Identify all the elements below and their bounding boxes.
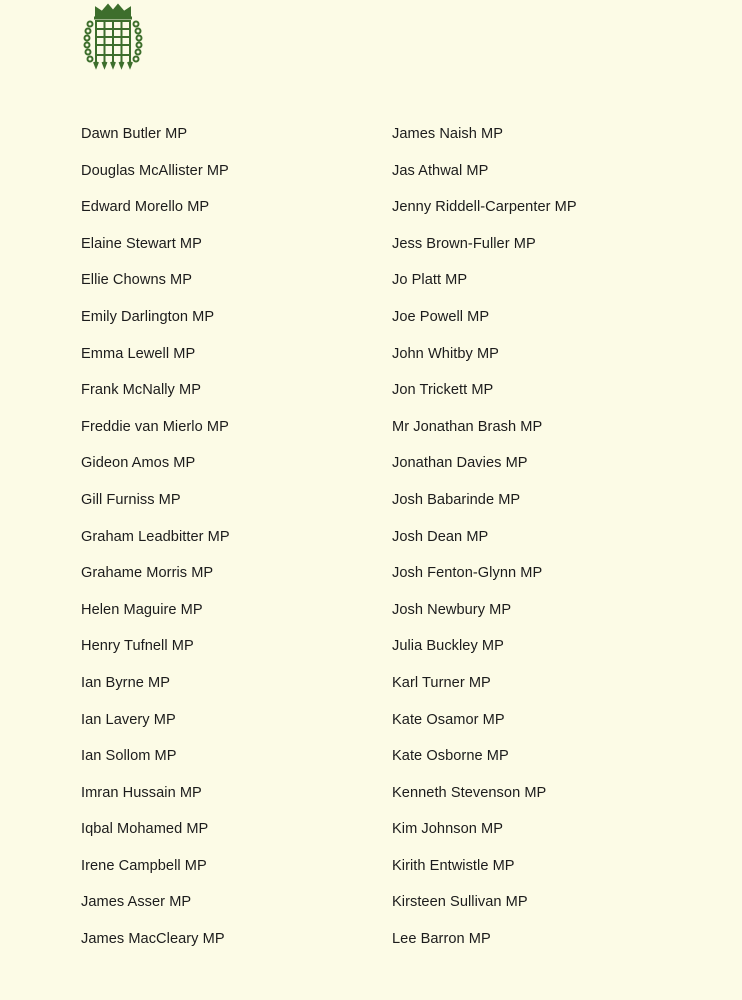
list-item: Kenneth Stevenson MP: [392, 784, 547, 801]
list-item: Gill Furniss MP: [81, 491, 181, 508]
list-item: Emma Lewell MP: [81, 345, 196, 362]
list-item: Helen Maguire MP: [81, 601, 203, 618]
list-item: Frank McNally MP: [81, 382, 201, 399]
portcullis-icon: [82, 2, 144, 70]
list-item: Jon Trickett MP: [392, 382, 494, 399]
list-item: Ellie Chowns MP: [81, 272, 193, 289]
list-item: Josh Dean MP: [392, 528, 489, 545]
list-item: Imran Hussain MP: [81, 784, 202, 801]
list-item: Henry Tufnell MP: [81, 638, 194, 655]
list-item: Karl Turner MP: [392, 674, 491, 691]
list-item: Iqbal Mohamed MP: [81, 821, 209, 838]
list-item: Dawn Butler MP: [81, 126, 188, 142]
list-item: Ian Lavery MP: [81, 711, 176, 728]
list-item: James MacCleary MP: [81, 931, 225, 948]
list-item: James Naish MP: [392, 126, 503, 142]
member-list-right: [392, 123, 722, 965]
list-item: John Whitby MP: [392, 345, 499, 362]
member-list-left: [81, 123, 371, 965]
list-item: Josh Newbury MP: [392, 601, 512, 618]
list-item: Kirith Entwistle MP: [392, 857, 515, 874]
list-item: Lee Barron MP: [392, 931, 491, 948]
list-item: Douglas McAllister MP: [81, 162, 229, 179]
list-item: Edward Morello MP: [81, 199, 210, 216]
list-item: Josh Babarinde MP: [392, 491, 521, 508]
list-item: Gideon Amos MP: [81, 455, 196, 472]
list-item: Jenny Riddell-Carpenter MP: [392, 199, 577, 216]
list-item: James Asser MP: [81, 894, 192, 911]
list-item: Julia Buckley MP: [392, 638, 504, 655]
list-item: Emily Darlington MP: [81, 308, 215, 325]
portcullis-logo: [82, 2, 144, 70]
list-item: Irene Campbell MP: [81, 857, 207, 874]
list-item: Ian Byrne MP: [81, 674, 171, 691]
list-item: Jess Brown-Fuller MP: [392, 235, 536, 252]
list-item: Jo Platt MP: [392, 272, 468, 289]
list-item: Ian Sollom MP: [81, 748, 177, 765]
list-item: Freddie van Mierlo MP: [81, 418, 229, 435]
list-item: Elaine Stewart MP: [81, 235, 202, 252]
list-item: Kirsteen Sullivan MP: [392, 894, 528, 911]
list-item: Kate Osborne MP: [392, 748, 509, 765]
list-item: Grahame Morris MP: [81, 565, 214, 582]
list-item: Jas Athwal MP: [392, 162, 489, 179]
list-item: Kate Osamor MP: [392, 711, 505, 728]
list-item: Kim Johnson MP: [392, 821, 504, 838]
list-item: Jonathan Davies MP: [392, 455, 528, 472]
list-item: Josh Fenton-Glynn MP: [392, 565, 543, 582]
list-item: Graham Leadbitter MP: [81, 528, 230, 545]
list-item: Mr Jonathan Brash MP: [392, 418, 543, 435]
list-item: Joe Powell MP: [392, 308, 490, 325]
